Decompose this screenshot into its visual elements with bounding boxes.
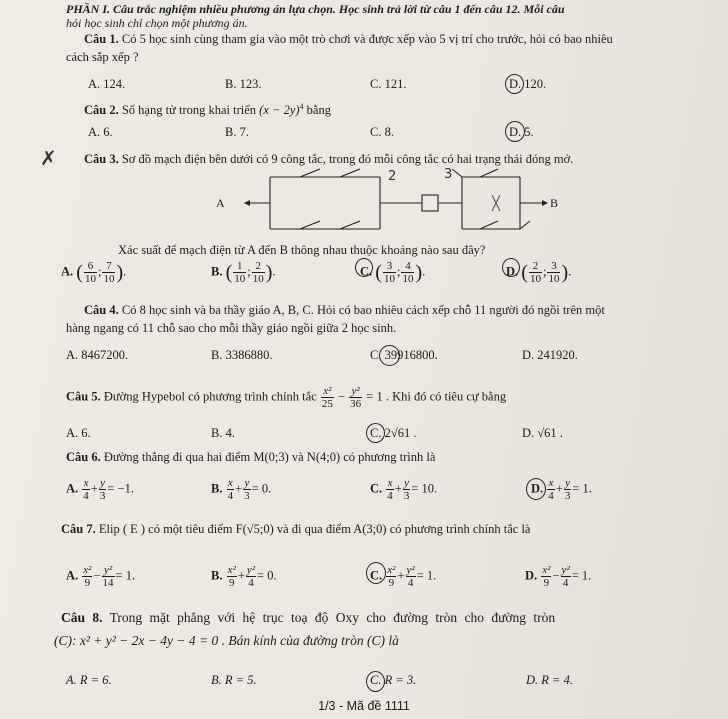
frac xyxy=(401,260,414,285)
q1-stem xyxy=(84,32,613,47)
paren-close: ) xyxy=(265,261,273,284)
q8-label: Câu 8. xyxy=(61,610,103,625)
q8-stem xyxy=(61,610,555,625)
q4-option-b[interactable]: B. 3386880. xyxy=(211,348,273,362)
q6-c-rhs: = 10. xyxy=(411,481,438,496)
den: 10 xyxy=(548,273,560,285)
frac xyxy=(564,477,572,502)
den: 4 xyxy=(548,490,554,502)
den: 3 xyxy=(244,490,250,502)
q6-option-a[interactable]: A. $\frac{x}{4}$ + $\frac{y}{3}$ = −1. xyxy=(66,477,134,502)
switch-4 xyxy=(340,221,360,229)
q6-d-label: D. xyxy=(531,481,544,496)
q6-option-b[interactable]: B. $\frac{x}{4}$ + $\frac{y}{3}$ = 0. xyxy=(211,477,272,502)
q2-tail: bằng xyxy=(306,103,331,118)
num: y xyxy=(244,477,250,489)
q6-stem xyxy=(66,450,435,465)
q6-a-label: A. xyxy=(66,481,79,496)
q3-answer-circle xyxy=(355,258,373,277)
num: x xyxy=(548,477,554,489)
den: 4 xyxy=(227,490,234,502)
node-b-label: B xyxy=(550,196,559,210)
den: 9 xyxy=(84,577,91,589)
den: 4 xyxy=(562,577,569,589)
den: 3 xyxy=(564,490,571,502)
den: 10 xyxy=(84,273,96,285)
q7-label: Câu 7. xyxy=(61,522,96,536)
section-title xyxy=(66,2,565,17)
q3-question: Xác suất để mạch điện từ A đến B thông nhau thuộc khoảng nào sau đây? xyxy=(118,243,486,257)
frac xyxy=(252,260,265,285)
q5-label: Câu 5. xyxy=(66,389,101,404)
switch-1 xyxy=(300,169,320,177)
q8-option-c[interactable]: C. R = 3. xyxy=(370,673,417,687)
q2-exponent: 4 xyxy=(299,102,304,111)
q7-answer-circle xyxy=(366,562,386,584)
frac xyxy=(349,385,362,410)
switch-box-5 xyxy=(422,195,438,211)
num: y² xyxy=(102,564,115,577)
q6-option-d[interactable]: D. $\frac{x}{4}$ + $\frac{y}{3}$ = 1. xyxy=(531,477,592,502)
q7-stem xyxy=(61,522,530,537)
q5-option-a[interactable]: A. 6. xyxy=(66,426,91,440)
q5-option-d[interactable]: D. √61 . xyxy=(522,426,563,440)
q3-option-c[interactable]: C. ( $\frac{3}{10}$ ; $\frac{4}{10}$ ). xyxy=(360,260,426,285)
q6-option-c[interactable]: C. $\frac{x}{4}$ + $\frac{y}{3}$ = 10. xyxy=(370,477,438,502)
q7-d-label: D. xyxy=(525,568,538,583)
num: y xyxy=(100,477,106,489)
handwritten-note-2: 2 xyxy=(388,169,397,184)
num: 3 xyxy=(383,260,396,273)
num: x² xyxy=(542,564,551,576)
frac xyxy=(386,477,394,502)
paren-open: ( xyxy=(521,261,528,284)
frac xyxy=(243,477,251,502)
num: 7 xyxy=(102,260,115,273)
arrow-b-icon xyxy=(542,200,548,206)
q2-option-d[interactable]: D. 5. xyxy=(509,125,534,139)
sign: + xyxy=(237,568,245,583)
frac xyxy=(406,564,416,589)
q1-option-b[interactable]: B. 123. xyxy=(225,77,262,91)
q6-label: Câu 6. xyxy=(66,450,101,464)
frac xyxy=(386,564,396,589)
frac xyxy=(102,564,115,589)
frac xyxy=(233,260,246,285)
num: x² xyxy=(387,564,396,576)
num: 6 xyxy=(84,260,97,273)
node-a-label: A xyxy=(216,196,225,210)
num: x xyxy=(227,477,233,489)
section-subtitle: hỏi học sinh chỉ chọn một phương án. xyxy=(66,16,248,30)
q8-answer-circle xyxy=(366,671,385,692)
num: x xyxy=(83,477,89,489)
q1-answer-circle xyxy=(505,74,524,94)
den: 10 xyxy=(103,273,115,285)
q2-stem xyxy=(84,99,331,118)
switch-9 xyxy=(520,221,530,229)
den: 4 xyxy=(83,490,89,502)
switch-7 xyxy=(480,221,498,229)
q5-stem: Câu 5. Đường Hypebol có phương trình chính tắc $\frac{\text{x²}}{25}$ − $\frac{\text{y²}}{36}$ = 1 . Khi đó có tiêu cự bằng xyxy=(66,385,507,410)
rhs: = 1. xyxy=(571,568,592,583)
paren-close: ) xyxy=(415,261,423,284)
frac xyxy=(82,564,92,589)
num: x² xyxy=(321,385,334,398)
frac xyxy=(547,260,560,285)
den: 10 xyxy=(252,273,264,285)
switch-3 xyxy=(300,221,320,229)
frac xyxy=(541,564,551,589)
q4-text1: Có 8 học sinh và ba thầy giáo A, B, C. Hỏi có bao nhiêu cách xếp chỗ 11 người đó ngồi trên một xyxy=(121,303,605,317)
arrow-a-icon xyxy=(244,200,250,206)
sign: − xyxy=(93,568,101,583)
q4-option-c[interactable]: C. 39916800. xyxy=(370,348,438,362)
num: y² xyxy=(246,564,256,576)
den: 10 xyxy=(402,273,414,285)
sign: − xyxy=(552,568,560,583)
num: y² xyxy=(561,564,570,576)
q3-d-label: D. xyxy=(506,264,519,279)
num: y² xyxy=(349,385,362,398)
frac xyxy=(383,260,396,285)
q3-d-mark-circle xyxy=(502,258,520,277)
q7-text: Elip ( E ) có một tiêu điểm F(√5;0) và đi qua điểm A(3;0) có phương trình chính tắc là xyxy=(98,522,531,536)
frac xyxy=(529,260,542,285)
frac xyxy=(547,477,555,502)
q2-option-a[interactable]: A. 6. xyxy=(88,125,113,139)
q4-stem xyxy=(84,303,605,318)
sign: + xyxy=(397,568,405,583)
q5-option-c[interactable]: C. 2√61 . xyxy=(370,426,417,440)
num: y² xyxy=(406,564,415,576)
q1-option-c[interactable]: C. 121. xyxy=(370,77,407,91)
den: 10 xyxy=(234,273,246,285)
q5-text: Đường Hypebol có phương trình chính tắc xyxy=(103,389,317,404)
q7-option-d[interactable] xyxy=(525,564,591,589)
q2-answer-circle xyxy=(505,121,525,142)
num: 4 xyxy=(401,260,414,273)
frac xyxy=(561,564,571,589)
switch-6 xyxy=(480,169,498,177)
den: 36 xyxy=(350,398,362,410)
q6-a-rhs: = −1. xyxy=(107,481,134,496)
pen-cross-mark xyxy=(492,195,500,211)
q1-text1: Có 5 học sinh cùng tham gia vào một trò chơi và được xếp vào 5 vị trí cho trước, hỏi có bao nhiêu xyxy=(121,32,613,46)
frac xyxy=(227,477,235,502)
den: 4 xyxy=(387,490,393,502)
q2-option-b[interactable]: B. 7. xyxy=(225,125,249,139)
q6-b-label: B. xyxy=(211,481,223,496)
q3-a-label: A. xyxy=(61,264,74,279)
q6-c-label: C. xyxy=(370,481,383,496)
q3-option-d[interactable]: D. ( $\frac{2}{10}$ ; $\frac{3}{10}$ ). xyxy=(506,260,572,285)
q7-b-label: B. xyxy=(211,568,223,583)
paren-open: ( xyxy=(375,261,382,284)
switch-8 xyxy=(452,169,462,177)
rhs: = 1. xyxy=(115,568,136,583)
q3-option-b[interactable]: B. ( $\frac{1}{10}$ ; $\frac{2}{10}$ ). xyxy=(211,260,276,285)
den: 9 xyxy=(388,577,395,589)
num: 1 xyxy=(233,260,246,273)
q1-text2: cách sắp xếp ? xyxy=(66,50,139,64)
section-title-text: PHẦN I. Câu trắc nghiệm nhiều phương án lựa chọn. Học sinh trả lời từ câu 1 đến câu 12. Mỗi câu xyxy=(66,2,565,16)
q4-option-a[interactable]: A. 8467200. xyxy=(66,348,129,362)
den: 4 xyxy=(248,577,254,589)
q6-answer-circle xyxy=(526,478,546,500)
frac xyxy=(82,477,90,502)
q8-text1: Trong mặt phẳng với hệ trục toạ độ Oxy cho đường tròn cho đường tròn xyxy=(109,610,556,625)
q6-text: Đường thẳng đi qua hai điểm M(0;3) và N(4;0) có phương trình là xyxy=(103,450,436,464)
q3-c-label: C. xyxy=(360,264,373,279)
q6-d-rhs: = 1. xyxy=(572,481,592,496)
frac xyxy=(246,564,256,589)
num: x² xyxy=(227,564,236,576)
rhs: = 1. xyxy=(416,568,437,583)
q2-option-c[interactable]: C. 8. xyxy=(370,125,394,139)
den: 14 xyxy=(102,577,114,589)
paren-close: ) xyxy=(561,261,569,284)
q1-label: Câu 1. xyxy=(84,32,119,46)
num: 2 xyxy=(529,260,542,273)
q3-option-a[interactable]: A. ( $\frac{6}{10}$ ; $\frac{7}{10}$ ). xyxy=(61,260,127,285)
frac xyxy=(227,564,237,589)
num: 2 xyxy=(252,260,265,273)
q7-option-b[interactable] xyxy=(211,564,277,589)
num: y xyxy=(404,477,410,489)
q3-label: Câu 3. xyxy=(84,152,119,166)
q1-option-d[interactable]: D. 120. xyxy=(509,77,547,91)
q7-c-label: C. xyxy=(370,568,383,583)
frac xyxy=(84,260,97,285)
handwritten-note-3: 3 xyxy=(444,167,453,182)
rhs: = 0. xyxy=(257,568,277,583)
q2-text: Số hạng tử trong khai triển xyxy=(121,103,257,118)
num: x xyxy=(387,477,393,489)
q5-tail: = 1 . Khi đó có tiêu cự bằng xyxy=(366,389,507,404)
q7-a-label: A. xyxy=(66,568,79,583)
paren-open: ( xyxy=(225,261,233,284)
num: x² xyxy=(83,564,92,576)
q8-option-b[interactable]: B. R = 5. xyxy=(211,673,257,687)
den: 10 xyxy=(529,273,541,285)
frac xyxy=(321,385,334,410)
q4-answer-circle xyxy=(379,345,400,366)
q7-option-a[interactable] xyxy=(66,564,135,589)
q2-expression: (x − 2y) xyxy=(259,103,300,118)
frac xyxy=(403,477,411,502)
frac xyxy=(102,260,115,285)
den: 10 xyxy=(383,273,395,285)
den: 4 xyxy=(407,577,414,589)
den: 9 xyxy=(228,577,235,589)
num: 3 xyxy=(547,260,560,273)
q1-option-a[interactable]: A. 124. xyxy=(88,77,126,91)
q4-option-d[interactable]: D. 241920. xyxy=(522,348,578,362)
q5-answer-circle xyxy=(366,423,385,443)
paren-close: ) xyxy=(116,261,124,284)
page-footer: 1/3 - Mã đề 1111 xyxy=(318,699,410,713)
paren-open: ( xyxy=(76,261,83,284)
q3-text: Sơ đồ mạch điện bên dưới có 9 công tắc, trong đó mỗi công tắc có hai trạng thái đóng mở. xyxy=(121,152,574,166)
q5-option-b[interactable]: B. 4. xyxy=(211,426,235,440)
den: 3 xyxy=(99,490,106,502)
q2-label: Câu 2. xyxy=(84,103,119,118)
q8-option-a[interactable]: A. R = 6. xyxy=(66,673,112,687)
q6-b-rhs: = 0. xyxy=(251,481,272,496)
den: 25 xyxy=(321,398,333,410)
q4-label: Câu 4. xyxy=(84,303,119,317)
q8-text2: (C): x² + y² − 2x − 4y − 4 = 0 . Bán kính của đường tròn (C) là xyxy=(54,633,399,648)
num: y xyxy=(565,477,571,489)
q8-option-d[interactable]: D. R = 4. xyxy=(526,673,573,687)
frac xyxy=(99,477,107,502)
cross-mark-icon: ✗ xyxy=(40,146,57,170)
den: 3 xyxy=(403,490,410,502)
den: 9 xyxy=(543,577,550,589)
switch-2 xyxy=(340,169,360,177)
q3-b-label: B. xyxy=(211,264,223,279)
q4-text2: hàng ngang có 11 chỗ sao cho mỗi thầy giáo ngồi giữa 2 học sinh. xyxy=(66,321,397,335)
